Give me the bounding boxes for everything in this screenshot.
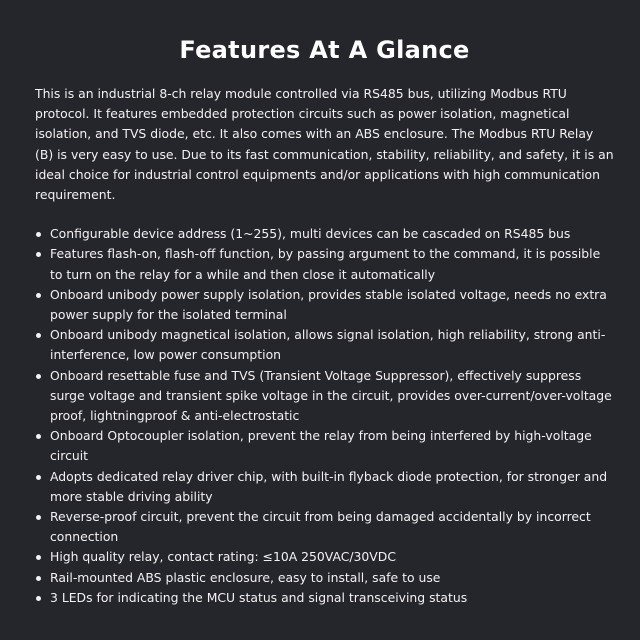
feature-item (35, 366, 614, 427)
feature-text: Adopts dedicated relay driver chip, with built-in flyback diode protection, for stronger and more stable driving ability (50, 468, 608, 504)
feature-text: Onboard resettable fuse and TVS (Transient Voltage Suppressor), effectively suppress surge voltage and transient spike voltage in the circuit, provides over-current/over-voltage proof, lightningproof & anti-electrostatic (50, 367, 612, 424)
feature-text: Onboard unibody power supply isolation, provides stable isolated voltage, needs no extra power supply for the isolated terminal (50, 286, 607, 323)
bullet-icon (36, 374, 41, 379)
feature-list (35, 224, 614, 608)
feature-text: Features flash-on, flash-off function, by passing argument to the command, it is possible to turn on the relay for a while and then close it automatically (50, 246, 601, 282)
feature-text: Onboard Optocoupler isolation, prevent the relay from being interfered by high-voltage circuit (50, 428, 592, 464)
bullet-icon (36, 475, 41, 480)
page-title: Features At A Glance (179, 36, 470, 64)
feature-item (35, 285, 614, 325)
feature-item (35, 426, 614, 466)
bullet-icon (36, 252, 41, 257)
bullet-icon (36, 232, 41, 237)
bullet-icon (36, 555, 41, 560)
bullet-icon (36, 293, 41, 298)
feature-text: High quality relay, contact rating: ≤10A 250VAC/30VDC (50, 549, 396, 565)
feature-text: 3 LEDs for indicating the MCU status and signal transceiving status (50, 589, 468, 605)
bullet-icon (36, 576, 41, 581)
feature-item (35, 467, 614, 507)
bullet-icon (36, 434, 41, 439)
feature-item (35, 224, 614, 244)
bullet-icon (36, 596, 41, 601)
feature-item (35, 547, 614, 567)
feature-text: Onboard unibody magnetical isolation, allows signal isolation, high reliability, strong anti-interference, low power consumption (50, 327, 606, 363)
feature-item (35, 325, 614, 365)
feature-text: Reverse-proof circuit, prevent the circuit from being damaged accidentally by incorrect connection (50, 509, 591, 545)
feature-item (35, 507, 614, 547)
feature-item (35, 588, 614, 608)
bullet-icon (36, 333, 41, 338)
feature-item (35, 568, 614, 588)
intro-paragraph: This is an industrial 8-ch relay module controlled via RS485 bus, utilizing Modbus RTU protocol. It features embedded protection circuits such as power isolation, magnetical isolation, and TVS diode, etc. It also comes with an ABS enclosure. The Modbus RTU Relay (B) is very easy to use. Due to its fast communication, stability, reliability, and safety, it is an ideal choice for industrial control equipments and/or applications with high communication requirement. (35, 86, 614, 203)
feature-item (35, 244, 614, 284)
bullet-icon (36, 515, 41, 520)
feature-text: Configurable device address (1~255), multi devices can be cascaded on RS485 bus (50, 226, 571, 242)
feature-text: Rail-mounted ABS plastic enclosure, easy to install, safe to use (50, 569, 441, 585)
